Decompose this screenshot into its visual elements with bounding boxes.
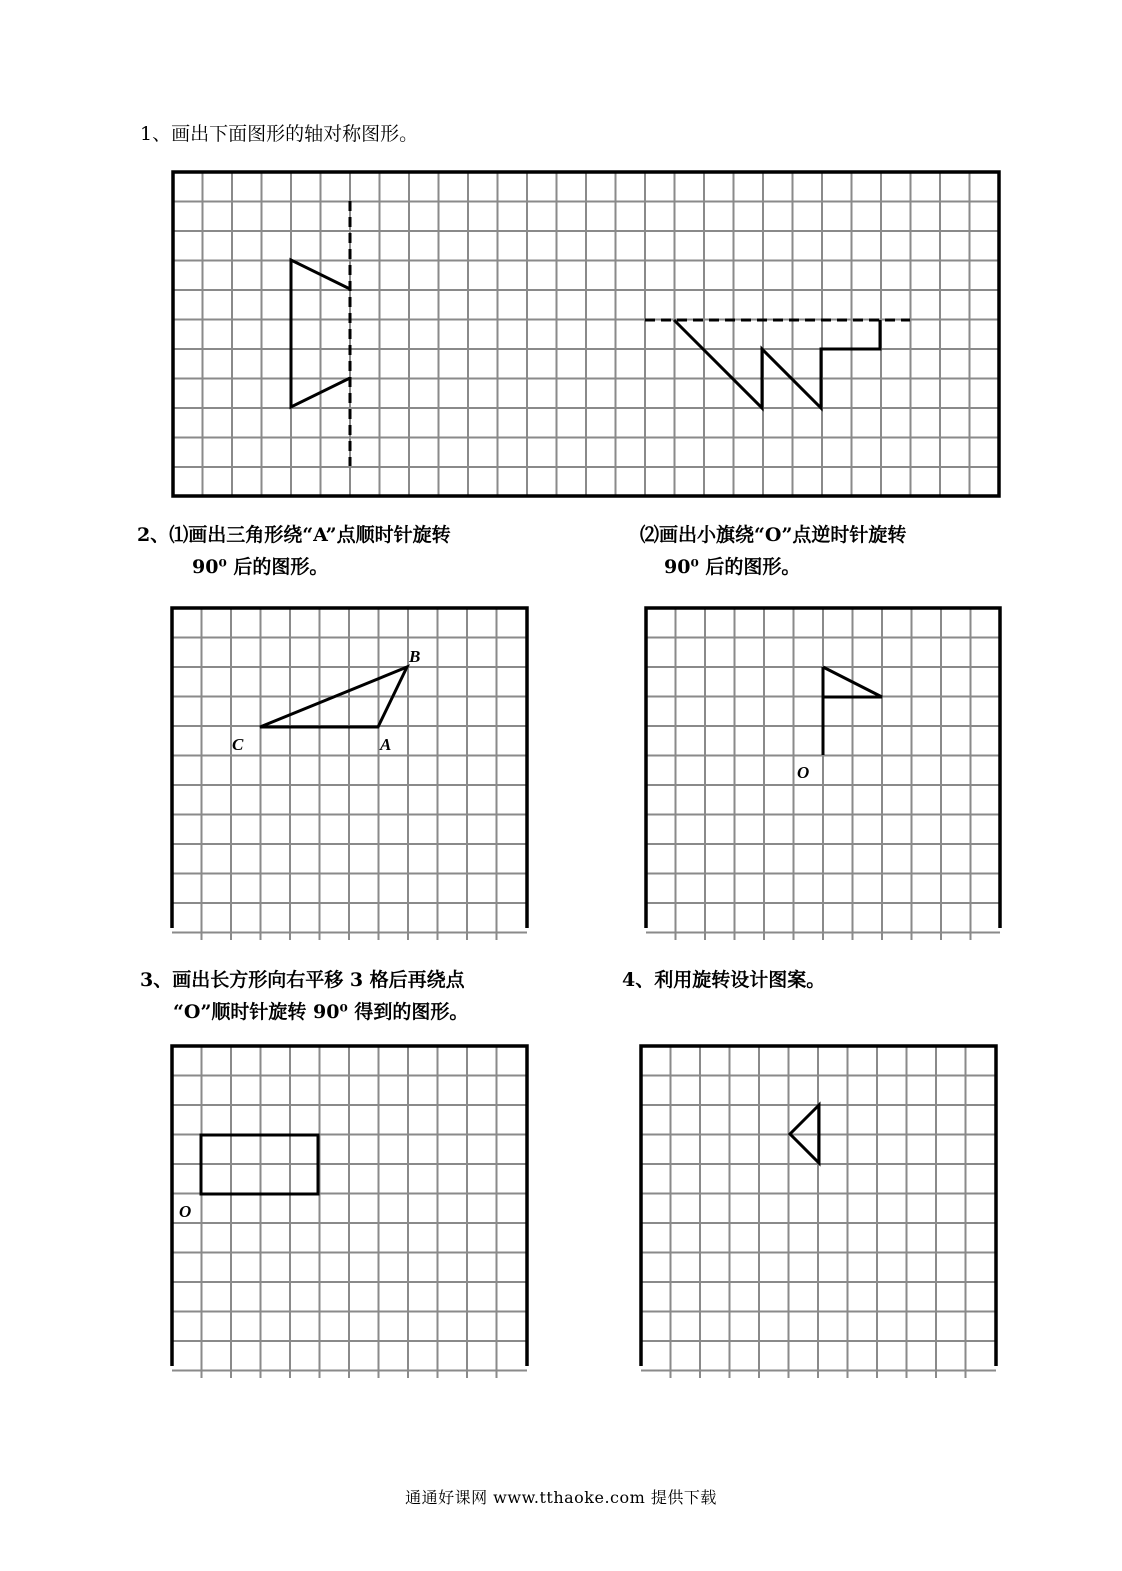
grid-1 — [173, 172, 999, 496]
label-point-o-rectangle: O — [179, 1202, 192, 1221]
question-1: 1、画出下面图形的轴对称图形。 — [140, 123, 419, 145]
label-point-a: A — [380, 735, 392, 754]
label-point-o-flag: O — [797, 763, 810, 782]
grid-2 — [172, 608, 527, 940]
grid-4 — [172, 1046, 527, 1378]
question-2-part-1-line-1: 2、⑴画出三角形绕“A”点顺时针旋转 — [137, 524, 451, 546]
label-point-b: B — [409, 647, 421, 666]
question-3-line-2: “O”顺时针旋转 90⁰ 得到的图形。 — [173, 1001, 469, 1023]
grid-5 — [641, 1046, 996, 1378]
grid-3 — [646, 608, 1000, 940]
footer-credit: 通通好课网 www.tthaoke.com 提供下载 — [405, 1488, 717, 1507]
question-4: 4、利用旋转设计图案。 — [622, 969, 826, 991]
question-3-line-1: 3、画出长方形向右平移 3 格后再绕点 — [140, 969, 465, 991]
question-2-part-1-line-2: 90⁰ 后的图形。 — [192, 556, 329, 578]
label-point-c: C — [232, 735, 244, 754]
question-2-part-2-line-1: ⑵画出小旗绕“O”点逆时针旋转 — [640, 524, 907, 546]
question-2-part-2-line-2: 90⁰ 后的图形。 — [664, 556, 801, 578]
